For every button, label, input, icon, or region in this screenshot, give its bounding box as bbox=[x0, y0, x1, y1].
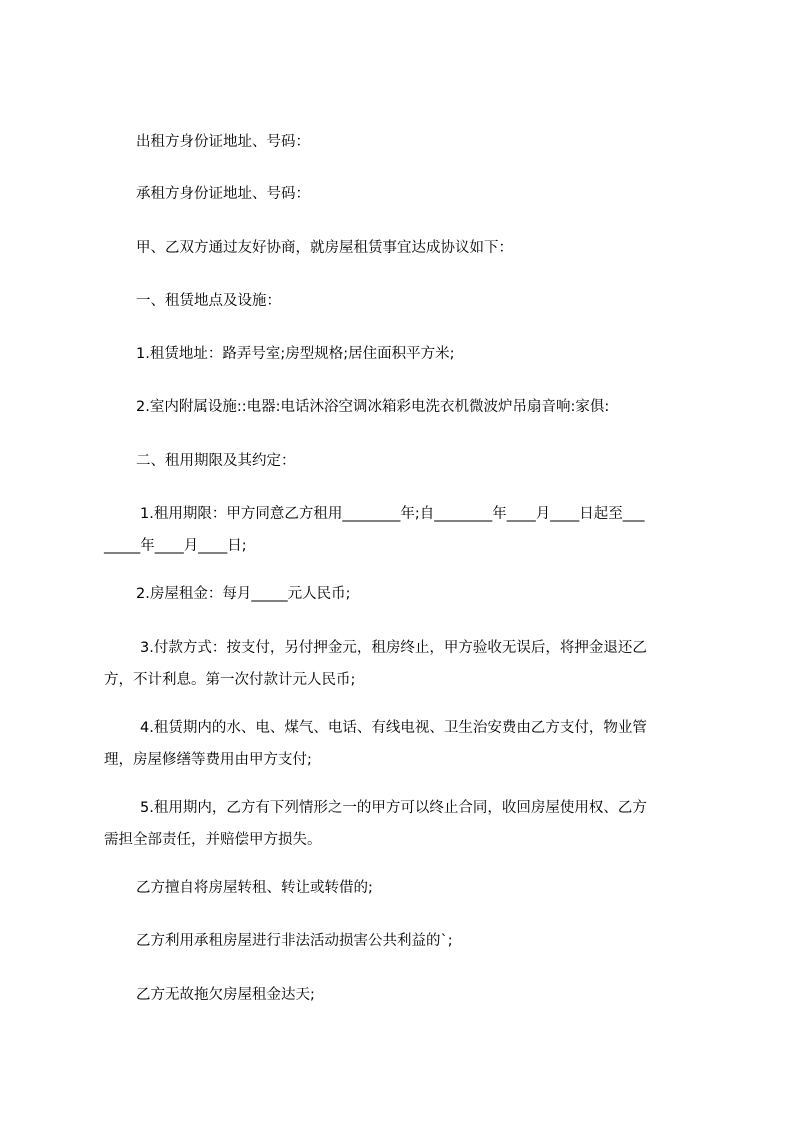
text-line: 5.租用期内，乙方有下列情形之一的甲方可以终止合同，收回房屋使用权、乙方 bbox=[140, 800, 647, 816]
paragraph-condition-arrears bbox=[104, 979, 736, 1011]
text-line: 甲、乙双方通过友好协商，就房屋租赁事宜达成协议如下： bbox=[136, 240, 513, 256]
text-line: 乙方利用承租房屋进行非法活动损害公共利益的`; bbox=[136, 933, 453, 949]
text-line: 乙方擅自将房屋转租、转让或转借的; bbox=[136, 880, 373, 896]
paragraph-condition-sublet bbox=[104, 872, 736, 904]
text-line: 二、租用期限及其约定： bbox=[136, 453, 296, 469]
text-line: 需担全部责任，并赔偿甲方损失。 bbox=[104, 832, 322, 848]
paragraph-lessor-id bbox=[104, 126, 736, 158]
section-heading-term bbox=[104, 445, 736, 477]
paragraph-clause-2-3 bbox=[104, 632, 704, 696]
text-line: 4.租赁期内的水、电、煤气、电话、有线电视、卫生治安费由乙方支付，物业管 bbox=[140, 720, 647, 736]
paragraph-clause-1-2 bbox=[104, 391, 736, 423]
text-line: 出租方身份证地址、号码： bbox=[136, 134, 310, 150]
text-line: 1.租赁地址：路弄号室;房型规格;居住面积平方米; bbox=[136, 346, 455, 362]
text-line: _____年____月____日; bbox=[104, 538, 247, 554]
paragraph-clause-2-2 bbox=[104, 578, 736, 610]
section-heading-location bbox=[104, 285, 736, 317]
paragraph-clause-2-1 bbox=[104, 498, 704, 562]
text-line: 1.租用期限：甲方同意乙方租用________年;自________年____月____日起至___ bbox=[140, 506, 645, 522]
paragraph-clause-2-4 bbox=[104, 712, 704, 776]
text-line: 2.房屋租金：每月_____元人民币; bbox=[136, 586, 351, 602]
text-line: 2.室内附属设施::电器:电话沐浴空调冰箱彩电洗衣机微波炉吊扇音响:家俱: bbox=[136, 399, 610, 415]
text-line: 3.付款方式：按支付，另付押金元，租房终止，甲方验收无误后，将押金退还乙 bbox=[140, 640, 647, 656]
paragraph-clause-1-1 bbox=[104, 338, 736, 370]
text-line: 一、租赁地点及设施： bbox=[136, 293, 281, 309]
paragraph-lessee-id bbox=[104, 178, 736, 210]
text-line: 方，不计利息。第一次付款计元人民币; bbox=[104, 672, 356, 688]
paragraph-condition-illegal bbox=[104, 925, 736, 957]
paragraph-agreement-intro bbox=[104, 232, 736, 264]
paragraph-clause-2-5 bbox=[104, 792, 704, 856]
text-line: 乙方无故拖欠房屋租金达天; bbox=[136, 987, 315, 1003]
text-line: 理，房屋修缮等费用由甲方支付; bbox=[104, 752, 312, 768]
text-line: 承租方身份证地址、号码： bbox=[136, 186, 310, 202]
